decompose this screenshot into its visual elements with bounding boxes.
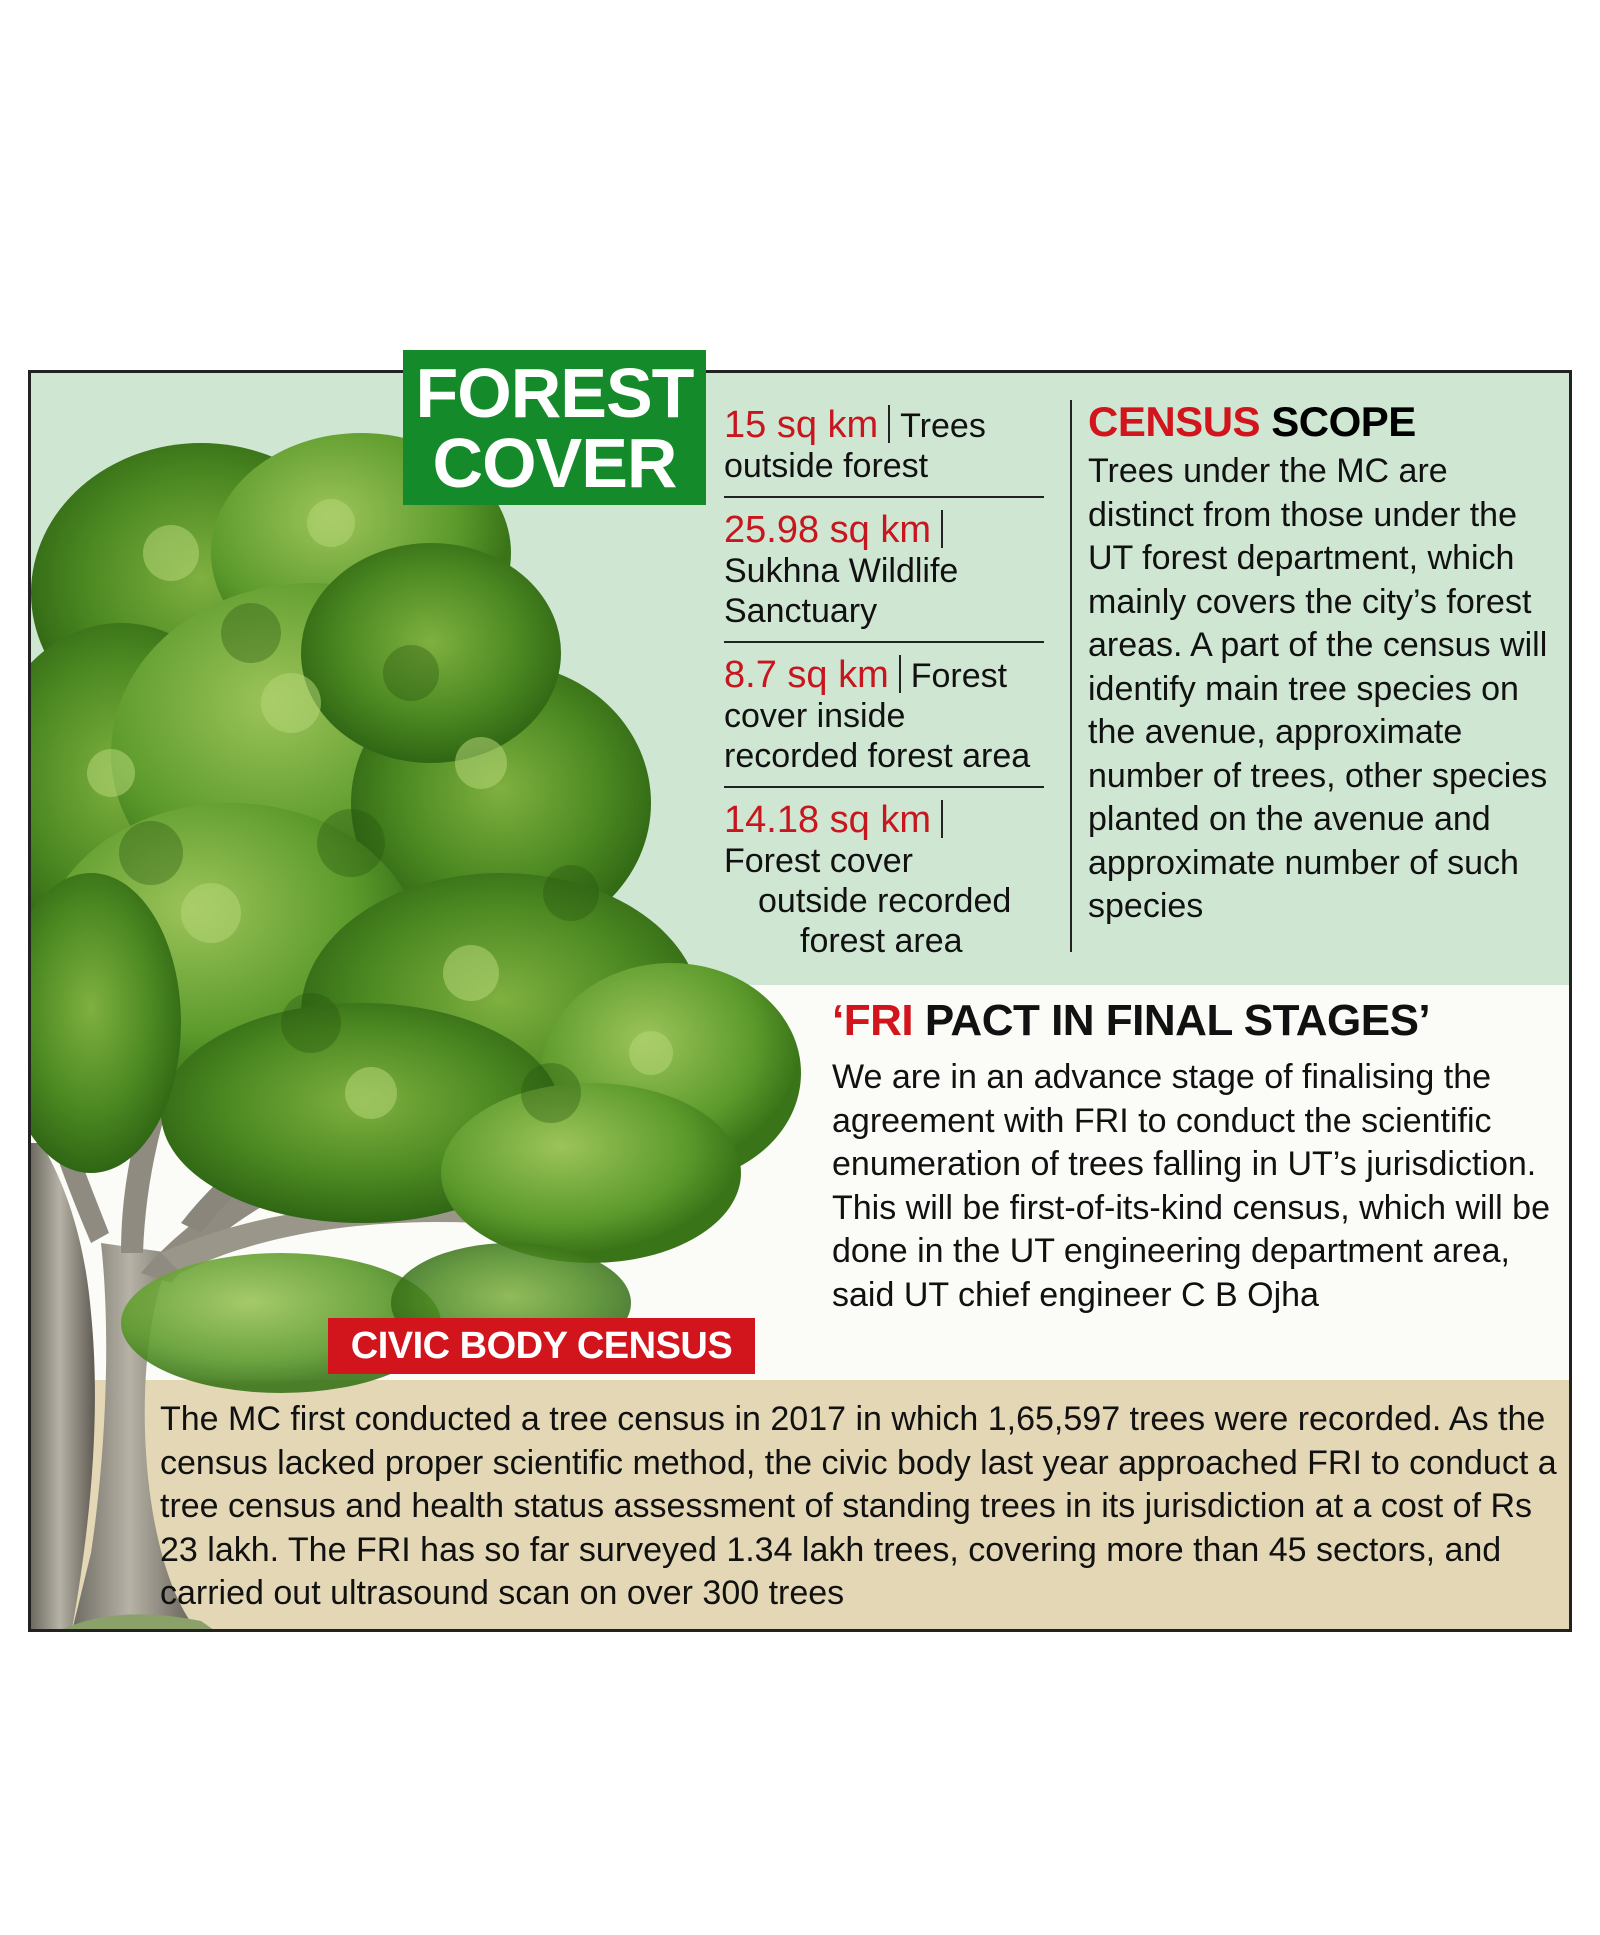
title-line-1: FOREST [415, 353, 694, 432]
stat-desc-line: Sanctuary [724, 592, 878, 630]
stat-item [724, 655, 1044, 788]
stat-value: 14.18 sq km [724, 799, 931, 841]
stat-divider [941, 800, 943, 838]
forest-cover-title [403, 350, 706, 505]
fri-pact-heading-black: PACT IN FINAL STAGES’ [924, 996, 1431, 1045]
stat-desc-line: recorded forest area [724, 737, 1031, 775]
forest-stats-list [724, 405, 1044, 983]
stat-divider [899, 655, 901, 693]
fri-pact-heading [832, 996, 1552, 1046]
title-line-2: COVER [432, 423, 677, 502]
census-scope-heading [1088, 398, 1548, 446]
stat-item [724, 405, 1044, 498]
fri-pact-section [832, 996, 1552, 1317]
census-scope-heading-red: CENSUS [1088, 398, 1261, 445]
stat-value: 25.98 sq km [724, 509, 931, 551]
stat-desc-line: Trees [900, 407, 986, 445]
stat-desc-line: Forest [910, 657, 1008, 695]
census-scope-heading-black: SCOPE [1271, 398, 1416, 445]
civic-body-census-label: CIVIC BODY CENSUS [328, 1318, 755, 1374]
stat-desc-line: cover inside [724, 697, 906, 735]
stat-value: 8.7 sq km [724, 654, 889, 696]
fri-pact-heading-red: ‘FRI [832, 996, 914, 1045]
stat-value: 15 sq km [724, 404, 879, 446]
stat-desc-line: outside forest [724, 447, 929, 485]
stat-item [724, 800, 1044, 971]
stat-desc-line: Sukhna Wildlife [724, 552, 959, 590]
stat-divider [888, 405, 890, 443]
fri-pact-body: We are in an advance stage of finalising the agreement with FRI to conduct the scientific enumeration of trees falling in UT’s jurisdiction. This will be first-of-its-kind census, which will be done in the UT engineering department area, said UT chief engineer C B Ojha [832, 1058, 1550, 1314]
civic-body-census-body: The MC first conducted a tree census in 2017 in which 1,65,597 trees were recorded. As the census lacked proper scientific method, the civic body last year approached FRI to conduct a tree census and health status assessment of standing trees in its jurisdiction at a cost of Rs 23 lakh. The FRI has so far surveyed 1.34 lakh trees, covering more than 45 sectors, and carried out ultrasound scan on over 300 trees [160, 1400, 1557, 1612]
stat-desc-line: Forest cover [724, 842, 913, 880]
census-scope-body: Trees under the MC are distinct from those under the UT forest department, which mainly covers the city’s forest areas. A part of the census will identify main tree species on the avenue, approximate number of trees, other species planted on the avenue and approximate number of such species [1088, 452, 1548, 925]
stat-item [724, 510, 1044, 643]
stat-desc-line: forest area [800, 922, 963, 960]
stat-divider [941, 510, 943, 548]
census-scope-section [1088, 398, 1548, 929]
stat-desc-line: outside recorded [758, 882, 1012, 920]
column-divider [1070, 400, 1072, 952]
